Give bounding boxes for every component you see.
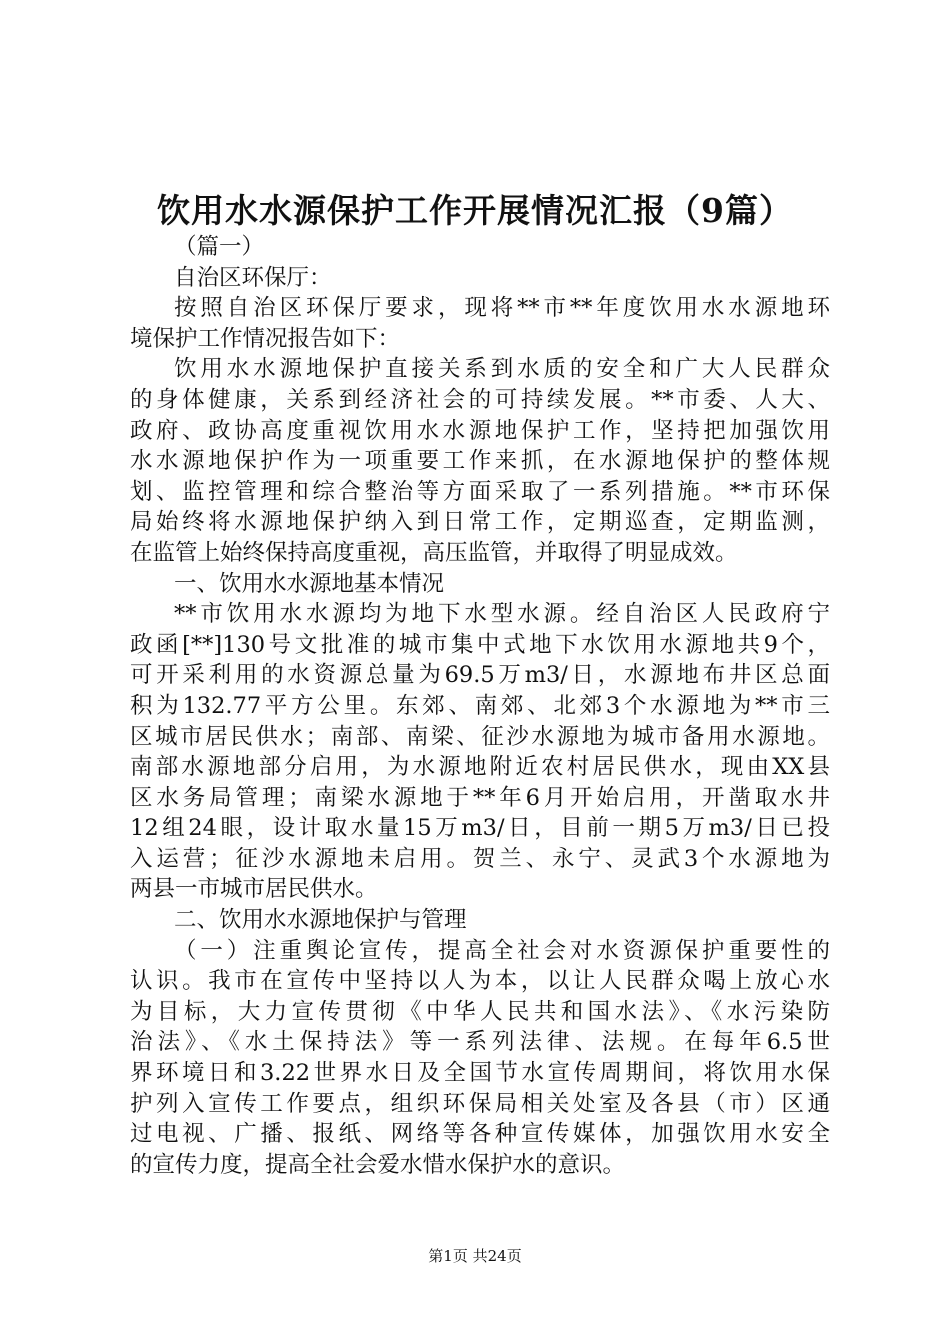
text-line: 的宣传力度，提高全社会爱水惜水保护水的意识。 xyxy=(130,1151,626,1178)
text-line: 两县一市城市居民供水。 xyxy=(130,876,378,903)
section-label: （篇一） xyxy=(174,234,265,260)
text-line: 政函[**]130号文批准的城市集中式地下水饮用水源地共9个， xyxy=(130,631,830,658)
page-title: 饮用水水源保护工作开展情况汇报（9篇） xyxy=(157,191,793,230)
text-line: 入运营；征沙水源地未启用。贺兰、永宁、灵武3个水源地为 xyxy=(130,845,830,872)
text-line: **市饮用水水源均为地下水型水源。经自治区人民政府宁 xyxy=(174,601,830,628)
text-line: 饮用水水源地保护直接关系到水质的安全和广大人民群众 xyxy=(174,356,830,383)
paragraph-basic-info xyxy=(130,599,830,905)
paragraph-overview xyxy=(130,354,830,568)
text-line: 界环境日和3.22世界水日及全国节水宣传周期间，将饮用水保 xyxy=(130,1060,830,1087)
text-line: （一）注重舆论宣传，提高全社会对水资源保护重要性的 xyxy=(174,937,830,964)
text-line: 的身体健康，关系到经济社会的可持续发展。**市委、人大、 xyxy=(130,386,830,413)
paragraph-intro xyxy=(130,293,830,354)
text-line: 积为132.77平方公里。东郊、南郊、北郊3个水源地为**市三 xyxy=(130,692,830,719)
text-line: 按照自治区环保厅要求，现将**市**年度饮用水水源地环 xyxy=(174,295,830,322)
text-line: 境保护工作情况报告如下： xyxy=(130,325,401,352)
text-line: 在监管上始终保持高度重视，高压监管，并取得了明显成效。 xyxy=(130,539,738,566)
text-line: 区城市居民供水；南部、南梁、征沙水源地为城市备用水源地。 xyxy=(130,723,830,750)
page-footer: 第1页 共24页 xyxy=(428,1247,522,1265)
text-line: 认识。我市在宣传中坚持以人为本，以让人民群众喝上放心水 xyxy=(130,968,830,995)
text-line: 政府、政协高度重视饮用水水源地保护工作，坚持把加强饮用 xyxy=(130,417,830,444)
addressee: 自治区环保厅： xyxy=(174,264,332,291)
text-line: 12组24眼，设计取水量15万m3/日，目前一期5万m3/日已投 xyxy=(130,815,830,842)
text-line: 可开采利用的水资源总量为69.5万m3/日，水源地布井区总面 xyxy=(130,662,830,689)
section-heading-basic: 一、饮用水水源地基本情况 xyxy=(174,570,445,597)
text-line: 治法》、《水土保持法》等一系列法律、法规。在每年6.5世 xyxy=(130,1029,830,1056)
text-line: 护列入宣传工作要点，组织环保局相关处室及各县（市）区通 xyxy=(130,1090,830,1117)
text-line: 区水务局管理；南梁水源地于**年6月开始启用，开凿取水井 xyxy=(130,784,830,811)
text-line: 为目标，大力宣传贯彻《中华人民共和国水法》、《水污染防 xyxy=(130,998,830,1025)
paragraph-protection xyxy=(130,936,830,1181)
text-line: 划、监控管理和综合整治等方面采取了一系列措施。**市环保 xyxy=(130,478,830,505)
text-line: 南部水源地部分启用，为水源地附近农村居民供水，现由XX县 xyxy=(130,754,830,781)
document-body xyxy=(130,232,830,1180)
text-line: 过电视、广播、报纸、网络等各种宣传媒体，加强饮用水安全 xyxy=(130,1121,830,1148)
text-line: 局始终将水源地保护纳入到日常工作，定期巡查，定期监测， xyxy=(130,509,830,536)
text-line: 水水源地保护作为一项重要工作来抓，在水源地保护的整体规 xyxy=(130,448,830,475)
section-heading-protection: 二、饮用水水源地保护与管理 xyxy=(174,907,467,934)
